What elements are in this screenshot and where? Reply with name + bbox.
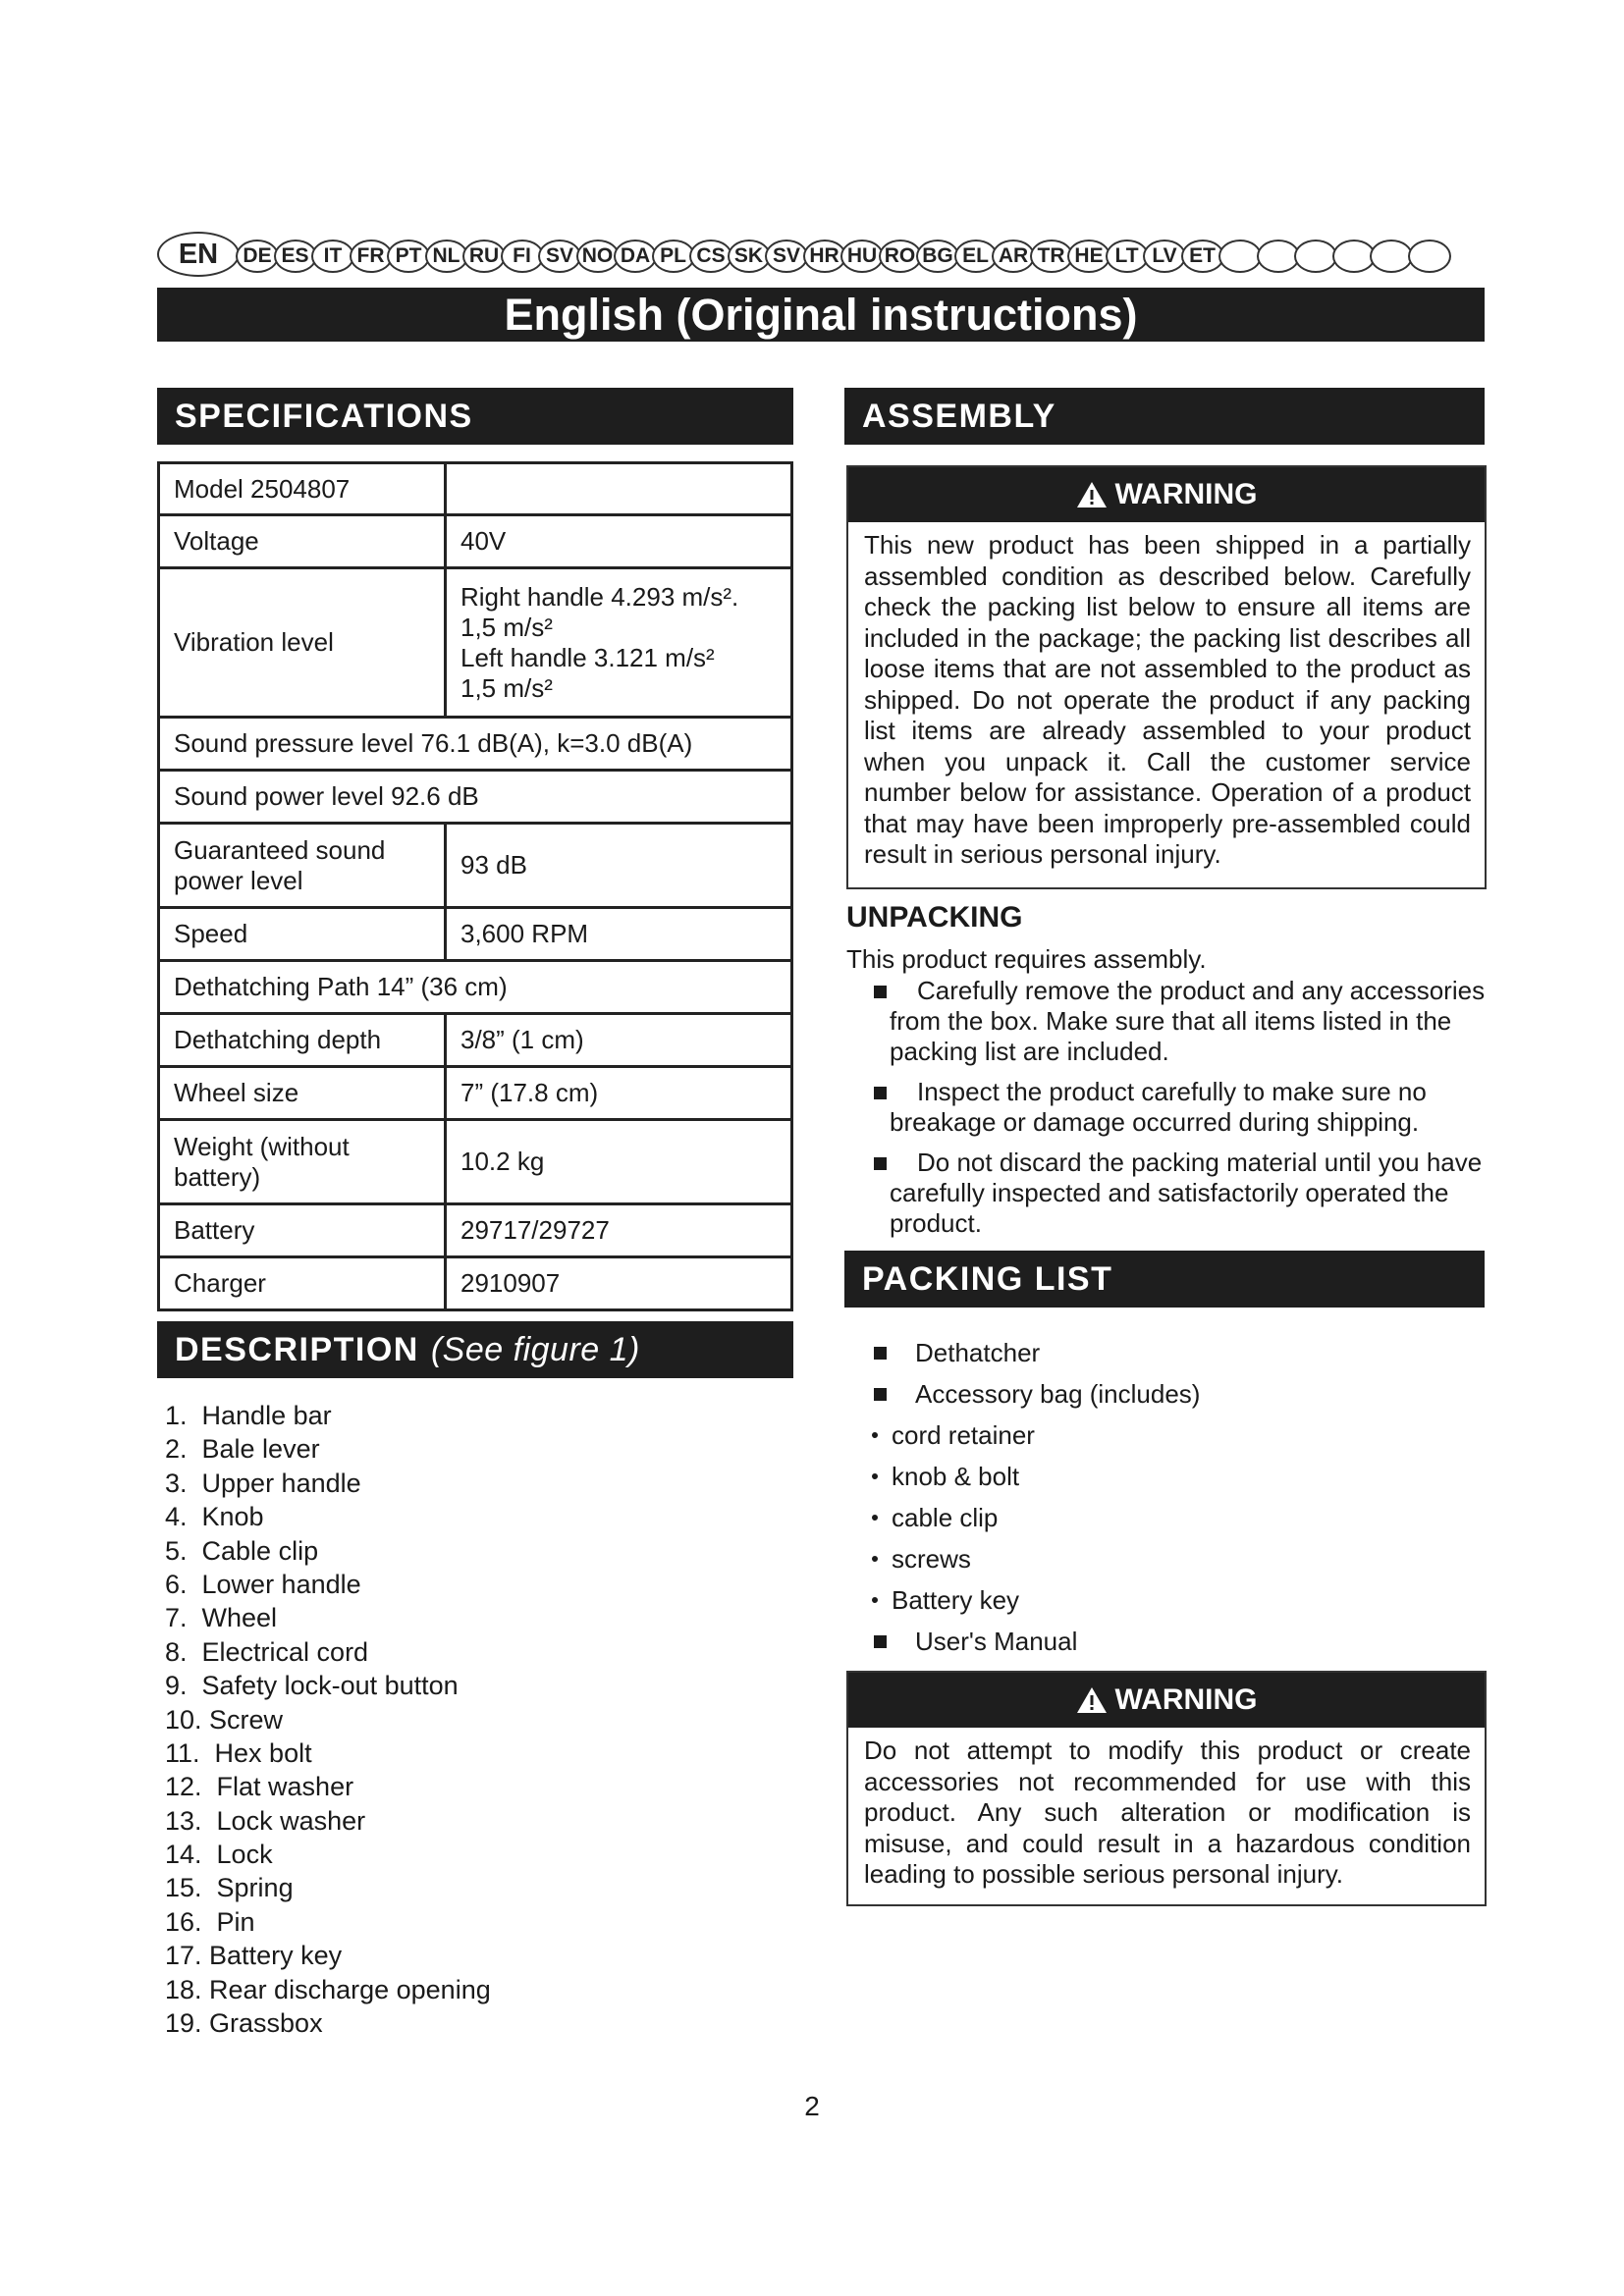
part-list-item: 3. Upper handle [165, 1468, 361, 1498]
spec-value: 3,600 RPM [446, 908, 792, 961]
lang-tab-ru[interactable]: RU [462, 240, 506, 273]
part-list-item: 7. Wheel [165, 1603, 278, 1633]
spec-row [159, 824, 792, 908]
dot-bullet-icon [872, 1597, 878, 1603]
part-list-item: 15. Spring [165, 1873, 294, 1903]
specifications-table [157, 461, 793, 1311]
spec-row [159, 961, 792, 1014]
part-list-item: 17. Battery key [165, 1941, 343, 1971]
square-bullet-icon [874, 1157, 887, 1170]
spec-merged: Sound power level 92.6 dB [159, 771, 792, 824]
warning-text: This new product has been shipped in a partially assembled condition as described below. Carefully check the packing list below to ensure all items are included in the package; the packing list describes all loose items that are not assembled to the product as shipped. Do not operate the product if any packing list items are already assembled to your product when you unpack it. Call the customer service number below for assistance. Operation of a product that may have been improperly pre-assembled could result in serious personal injury. [864, 530, 1471, 869]
part-list-item: 18. Rear discharge opening [165, 1974, 491, 2004]
lang-tab-hr[interactable]: HR [803, 240, 846, 273]
lang-tab-pt[interactable]: PT [387, 240, 430, 273]
unpacking-heading: UNPACKING [846, 901, 1023, 934]
lang-tab-blank[interactable] [1257, 240, 1300, 273]
spec-label: Wheel size [159, 1067, 446, 1120]
lang-tab-el[interactable]: EL [954, 240, 998, 273]
lang-tab-he[interactable]: HE [1067, 240, 1110, 273]
spec-value: 2910907 [446, 1257, 792, 1310]
warning-box-modification [846, 1671, 1487, 1906]
lang-tab-no[interactable]: NO [576, 240, 620, 273]
assembly-heading-text: ASSEMBLY [862, 397, 1056, 435]
spec-row [159, 1067, 792, 1120]
unpacking-intro: This product requires assembly. [846, 944, 1207, 974]
specifications-heading-text: SPECIFICATIONS [175, 397, 473, 435]
spec-label: Charger [159, 1257, 446, 1310]
warning-icon [1076, 481, 1108, 508]
warning-icon [1076, 1686, 1108, 1714]
spec-row [159, 1120, 792, 1204]
part-list-item: 4. Knob [165, 1502, 264, 1532]
warning-header [848, 1673, 1485, 1728]
part-list-item: 16. Pin [165, 1906, 255, 1937]
spec-row [159, 568, 792, 718]
spec-label: Guaranteed sound power level [159, 824, 446, 908]
square-bullet-icon [874, 1087, 887, 1099]
page-title: English (Original instructions) [157, 288, 1485, 342]
lang-tab-tr[interactable]: TR [1030, 240, 1073, 273]
description-heading [157, 1321, 793, 1378]
square-bullet-icon [874, 1635, 887, 1648]
lang-tab-ar[interactable]: AR [992, 240, 1035, 273]
lang-tab-da[interactable]: DA [614, 240, 657, 273]
assembly-heading [844, 388, 1485, 445]
packing-item-text: Dethatcher [915, 1338, 1041, 1367]
part-list-item: 12. Flat washer [165, 1772, 354, 1802]
spec-value: 40V [446, 515, 792, 568]
part-list-item: 8. Electrical cord [165, 1636, 369, 1667]
dot-bullet-icon [872, 1432, 878, 1438]
spec-value: 7” (17.8 cm) [446, 1067, 792, 1120]
packing-item-text: User's Manual [915, 1627, 1078, 1656]
square-bullet-icon [874, 1388, 887, 1401]
lang-tab-nl[interactable]: NL [425, 240, 468, 273]
packing-item-text: Accessory bag (includes) [915, 1379, 1201, 1409]
spec-label: Model 2504807 [159, 463, 446, 515]
packing-list-item [868, 1502, 1200, 1543]
spec-row [159, 718, 792, 771]
part-list-item: 5. Cable clip [165, 1535, 319, 1566]
part-list-item: 11. Hex bolt [165, 1737, 312, 1768]
spec-label: Battery [159, 1204, 446, 1257]
lang-tab-sk[interactable]: SK [728, 240, 771, 273]
lang-tab-sv[interactable]: SV [765, 240, 808, 273]
warning-header [848, 467, 1485, 522]
spec-merged: Dethatching Path 14” (36 cm) [159, 961, 792, 1014]
spec-row [159, 1014, 792, 1067]
packing-list-item [868, 1419, 1200, 1461]
bullet-text: Do not discard the packing material until you have carefully inspected and satisfactorily operated the product. [890, 1148, 1483, 1238]
dot-bullet-icon [872, 1515, 878, 1521]
part-list-item: 2. Bale lever [165, 1434, 320, 1465]
packing-item-text: cord retainer [892, 1420, 1035, 1450]
dot-bullet-icon [872, 1556, 878, 1562]
spec-label: Dethatching depth [159, 1014, 446, 1067]
spec-row [159, 771, 792, 824]
packing-item-text: knob & bolt [892, 1462, 1020, 1491]
vibration-line: Right handle 4.293 m/s². [460, 581, 739, 612]
packing-list-item [868, 1461, 1200, 1502]
lang-tab-hu[interactable]: HU [840, 240, 884, 273]
lang-tab-pl[interactable]: PL [652, 240, 695, 273]
language-tabs [157, 232, 1483, 279]
lang-tab-cs[interactable]: CS [689, 240, 732, 273]
spec-row [159, 1257, 792, 1310]
packing-list-item [868, 1543, 1200, 1584]
lang-tab-sv[interactable]: SV [538, 240, 581, 273]
unpacking-bullet [864, 1077, 1502, 1138]
lang-tab-lv[interactable]: LV [1143, 240, 1186, 273]
packing-list [868, 1337, 1200, 1667]
spec-row [159, 908, 792, 961]
packing-list-item [868, 1584, 1200, 1626]
unpacking-bullets [864, 976, 1502, 1249]
spec-row [159, 1204, 792, 1257]
spec-label: Speed [159, 908, 446, 961]
warning-box-assembly [846, 465, 1487, 889]
spec-label: Weight (without battery) [159, 1120, 446, 1204]
part-list-item: 6. Lower handle [165, 1569, 361, 1599]
spec-value: 10.2 kg [446, 1120, 792, 1204]
spec-merged: Sound pressure level 76.1 dB(A), k=3.0 dB(A) [159, 718, 792, 771]
spec-row [159, 463, 792, 515]
lang-tab-de[interactable]: DE [236, 240, 279, 273]
lang-tab-en[interactable]: EN [157, 232, 240, 277]
lang-tab-blank[interactable] [1332, 240, 1376, 273]
part-list-item: 9. Safety lock-out button [165, 1671, 459, 1701]
lang-tab-fr[interactable]: FR [350, 240, 393, 273]
warning-title: WARNING [1114, 1683, 1258, 1716]
spec-value: 93 dB [446, 824, 792, 908]
specifications-heading [157, 388, 793, 445]
packing-list-heading [844, 1251, 1485, 1308]
lang-tab-es[interactable]: ES [274, 240, 317, 273]
vibration-line: 1,5 m/s² [460, 672, 553, 703]
dot-bullet-icon [872, 1473, 878, 1479]
description-heading-text: DESCRIPTION [175, 1330, 419, 1368]
spec-value: 29717/29727 [446, 1204, 792, 1257]
spec-value: 3/8” (1 cm) [446, 1014, 792, 1067]
lang-tab-blank[interactable] [1370, 240, 1413, 273]
lang-tab-bg[interactable]: BG [916, 240, 959, 273]
spec-value-multiline [446, 568, 792, 718]
square-bullet-icon [874, 986, 887, 998]
part-list-item: 10. Screw [165, 1704, 284, 1735]
bullet-text: Inspect the product carefully to make sure no breakage or damage occurred during shipping. [890, 1077, 1427, 1137]
description-figure-ref: (See figure 1) [430, 1330, 640, 1368]
vibration-line: Left handle 3.121 m/s² [460, 642, 715, 672]
part-list-item: 1. Handle bar [165, 1401, 332, 1430]
warning-text: Do not attempt to modify this product or create accessories not recommended for use with this product. Any such alteration or modification is misuse, and could result in a hazardous condition leading to possible serious personal injury. [864, 1735, 1471, 1889]
packing-list-heading-text: PACKING LIST [862, 1259, 1113, 1298]
lang-tab-blank[interactable] [1218, 240, 1262, 273]
packing-item-text: cable clip [892, 1503, 999, 1532]
lang-tab-blank[interactable] [1294, 240, 1337, 273]
spec-label: Voltage [159, 515, 446, 568]
lang-tab-et[interactable]: ET [1181, 240, 1224, 273]
part-list-item: 14. Lock [165, 1840, 273, 1870]
packing-item-text: Battery key [892, 1585, 1020, 1615]
packing-list-item [868, 1337, 1200, 1378]
spec-label: Vibration level [159, 568, 446, 718]
part-list-item: 13. Lock washer [165, 1805, 366, 1836]
spec-row [159, 515, 792, 568]
spec-value [446, 463, 792, 515]
bullet-text: Carefully remove the product and any accessories from the box. Make sure that all items listed in the packing list are included. [890, 976, 1486, 1066]
packing-list-item [868, 1378, 1200, 1419]
lang-tab-fi[interactable]: FI [501, 240, 544, 273]
lang-tab-blank[interactable] [1408, 240, 1451, 273]
lang-tab-lt[interactable]: LT [1106, 240, 1149, 273]
page-number: 2 [804, 2091, 820, 2121]
square-bullet-icon [874, 1347, 887, 1360]
vibration-line: 1,5 m/s² [460, 612, 553, 642]
lang-tab-it[interactable]: IT [311, 240, 354, 273]
unpacking-bullet [864, 1148, 1502, 1239]
lang-tab-ro[interactable]: RO [879, 240, 922, 273]
warning-title: WARNING [1114, 478, 1258, 510]
unpacking-bullet [864, 976, 1502, 1067]
packing-list-item [868, 1626, 1200, 1667]
parts-list [165, 1399, 754, 2040]
packing-item-text: screws [892, 1544, 971, 1574]
part-list-item: 19. Grassbox [165, 2008, 323, 2039]
